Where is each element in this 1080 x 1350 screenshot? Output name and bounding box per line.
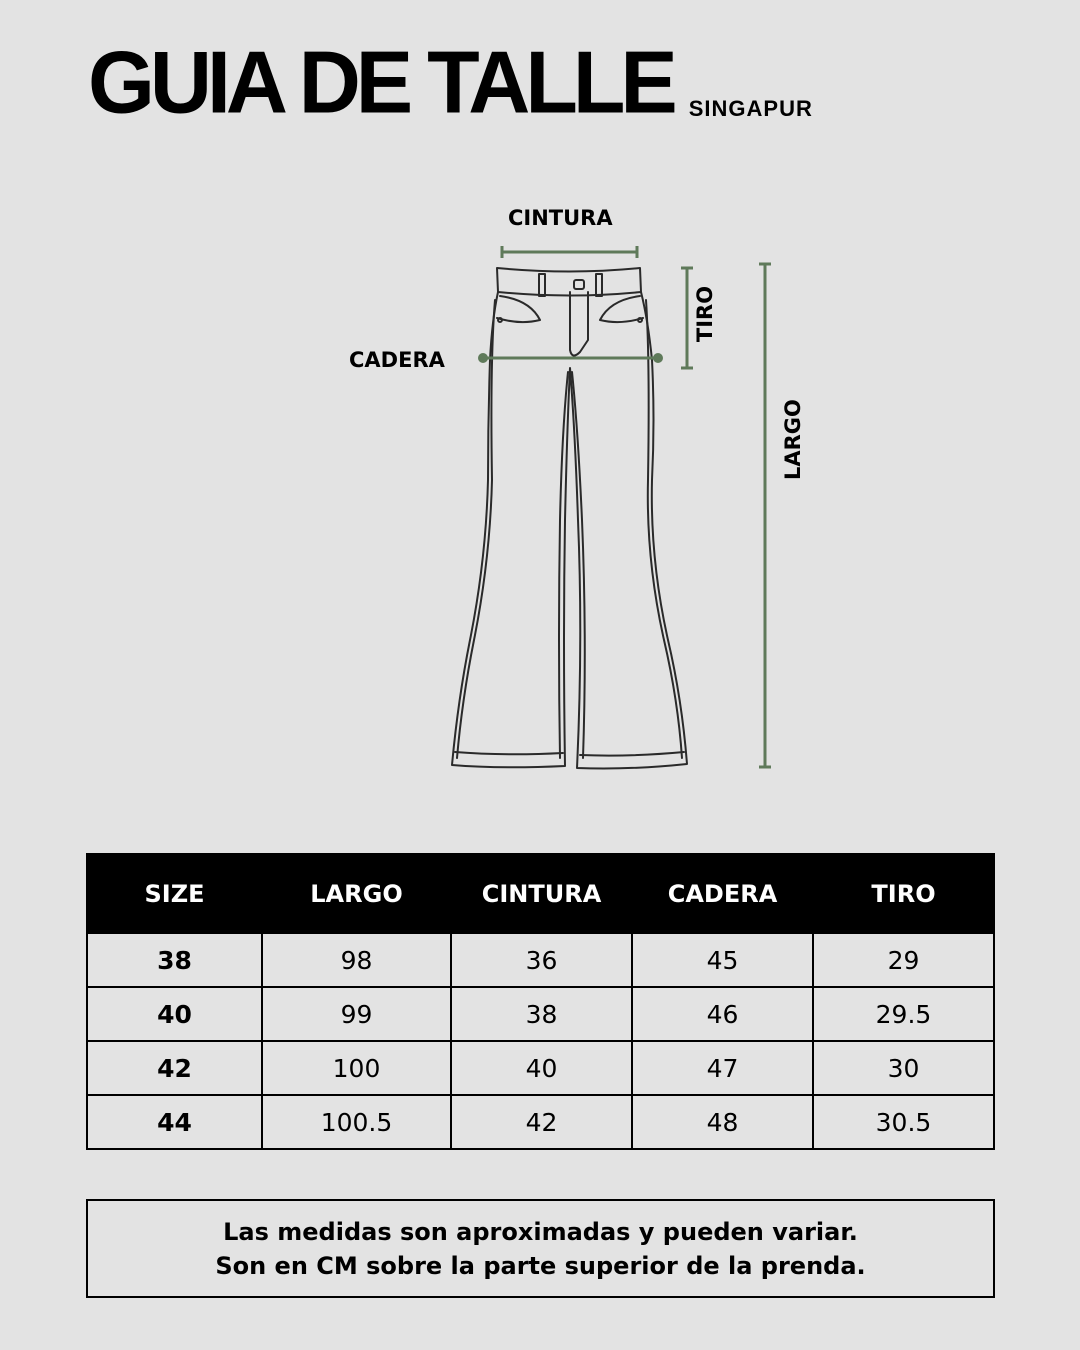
cadera-cell: 45 [632, 933, 813, 987]
cintura-cell: 36 [451, 933, 632, 987]
size-cell: 42 [87, 1041, 262, 1095]
table-row [87, 933, 994, 987]
column-header-largo: LARGO [262, 854, 451, 933]
size-cell: 44 [87, 1095, 262, 1149]
largo-cell: 100 [262, 1041, 451, 1095]
cadera-cell: 48 [632, 1095, 813, 1149]
product-name: SINGAPUR [688, 96, 813, 121]
size-chart-table [86, 853, 995, 1150]
largo-cell: 99 [262, 987, 451, 1041]
cadera-label: CADERA [349, 348, 445, 372]
largo-cell: 98 [262, 933, 451, 987]
tiro-cell: 30.5 [813, 1095, 994, 1149]
column-header-tiro: TIRO [813, 854, 994, 933]
size-cell: 38 [87, 933, 262, 987]
size-cell: 40 [87, 987, 262, 1041]
cintura-cell: 38 [451, 987, 632, 1041]
cadera-cell: 46 [632, 987, 813, 1041]
cintura-cell: 42 [451, 1095, 632, 1149]
cintura-label: CINTURA [508, 206, 613, 230]
page-title: GUIA DE TALLE [88, 34, 673, 132]
largo-label: LARGO [781, 399, 805, 480]
measurement-note [86, 1199, 995, 1298]
table-row [87, 1095, 994, 1149]
note-line-2: Son en CM sobre la parte superior de la prenda. [215, 1251, 866, 1280]
table-row [87, 987, 994, 1041]
tiro-cell: 29.5 [813, 987, 994, 1041]
tiro-cell: 29 [813, 933, 994, 987]
column-header-cadera: CADERA [632, 854, 813, 933]
cadera-cell: 47 [632, 1041, 813, 1095]
note-line-1: Las medidas son aproximadas y pueden variar. [223, 1217, 858, 1246]
table-header-row [87, 854, 994, 933]
cintura-cell: 40 [451, 1041, 632, 1095]
tiro-cell: 30 [813, 1041, 994, 1095]
table-row [87, 1041, 994, 1095]
column-header-size: SIZE [87, 854, 262, 933]
tiro-label: TIRO [693, 285, 717, 343]
largo-cell: 100.5 [262, 1095, 451, 1149]
column-header-cintura: CINTURA [451, 854, 632, 933]
